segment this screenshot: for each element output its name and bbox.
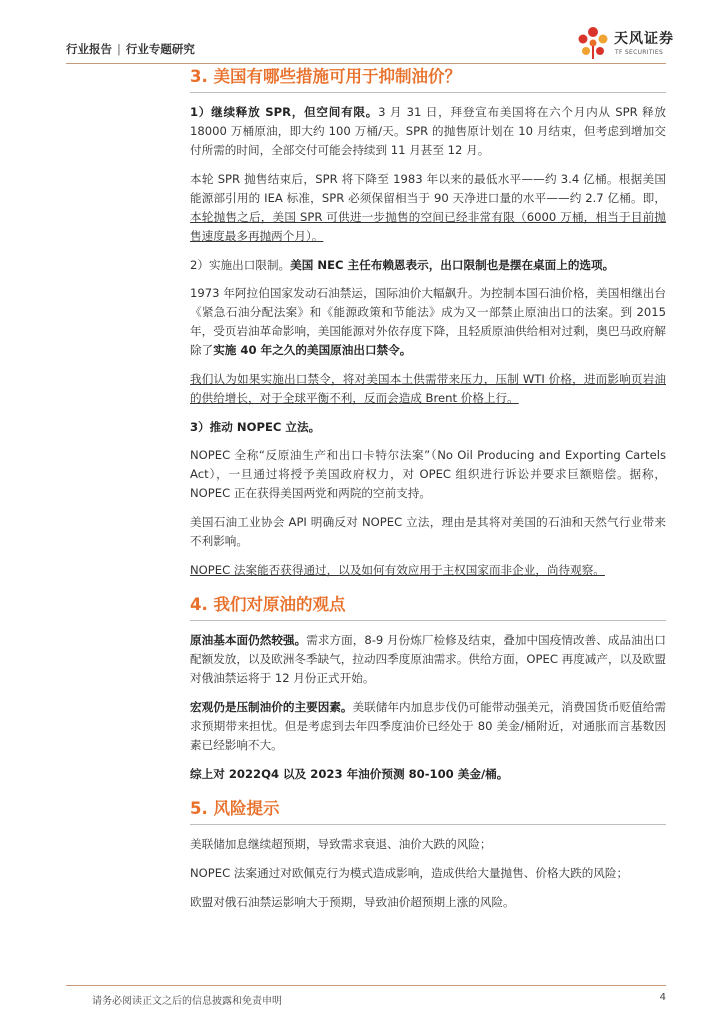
section-5-heading-block	[190, 794, 666, 825]
paragraph-export-history	[190, 284, 666, 360]
breadcrumb-separator: |	[117, 42, 121, 56]
logo-chinese-name: 天风证券	[614, 31, 674, 47]
paragraph-nopec-outlook: NOPEC 法案能否获得通过，以及如何有效应用于主权国家而非企业，尚待观察。	[190, 563, 605, 577]
main-content	[190, 62, 666, 922]
paragraph-nopec-definition: NOPEC 全称“反原油生产和出口卡特尔法案”（No Oil Producing and Exporting Cartels Act），一旦通过将授予美国政府权力，对 OPEC 组织进行诉讼并要求巨额赔偿。据称，NOPEC 正在获得美国两党和两院的空前支持。	[190, 448, 666, 500]
export-history-text: 1973 年阿拉伯国家发动石油禁运，国际油价大幅飙升。为控制本国石油价格，美国相继出台《紧急石油分配法案》和《能源政策和节能法》成为又一部禁止原油出口的法案。到 2015 年，受页岩油革命影响，美国能源对外依存度下降，且轻质原油供给相对过剩，奥巴马政府解除了	[190, 286, 666, 357]
footer-disclaimer: 请务必阅读正文之后的信息披露和免责申明	[92, 996, 282, 1007]
risk-item: 欧盟对俄石油禁运影响大于预期，导致油价超预期上涨的风险。	[190, 895, 515, 909]
company-logo	[574, 24, 674, 64]
section-3-heading-block	[190, 62, 666, 93]
export-limit-text: 美国 NEC 主任布赖恩表示，出口限制也是摆在桌面上的选项。	[290, 258, 615, 272]
breadcrumb-report-category: 行业专题研究	[125, 42, 195, 56]
page-number: 4	[659, 992, 666, 1003]
spr-limit-underlined: 本轮抛售之后，美国 SPR 可供进一步抛售的空间已经非常有限（6000 万桶，相当于目前抛售速度最多再抛两个月）。	[190, 210, 666, 243]
spr-limit-text: 本轮 SPR 抛售结束后，SPR 将下降至 1983 年以来的最低水平——约 3.4 亿桶。根据美国能源部引用的 IEA 标准，SPR 必须保留相当于 90 天净进口量的水平——约 2.7 亿桶。即，	[190, 172, 666, 205]
flower-logo-icon	[574, 24, 612, 62]
section-4-title: 4. 我们对原油的观点	[190, 595, 346, 614]
spr-text: 3 月 31 日，拜登宣布美国将在六个月内从 SPR 释放 18000 万桶原油，即大约 100 万桶/天。SPR 的抛售原计划在 10 月结束，但考虑到增加交付所需的时间，全部交付可能会持续到 11 月甚至 12 月。	[190, 105, 666, 157]
paragraph-export-limit	[190, 256, 666, 275]
paragraph-macro	[190, 698, 666, 755]
paragraph-spr-release	[190, 103, 666, 160]
paragraph-export-view: 我们认为如果实施出口禁令，将对美国本土供需带来压力，压制 WTI 价格，进而影响页岩油的供给增长，对于全球平衡不利，反而会造成 Brent 价格上行。	[190, 372, 666, 405]
paragraph-fundamentals	[190, 631, 666, 688]
export-history-bold: 实施 40 年之久的美国原油出口禁令。	[213, 343, 412, 357]
macro-text: 美联储年内加息步伐仍可能带动强美元，消费国货币贬值给需求预期带来担忧。但是考虑到去年四季度油价已经处于 80 美金/桶附近，对通胀而言基数因素已经影响不大。	[190, 700, 666, 752]
breadcrumb	[66, 41, 195, 57]
section-3-title: 3. 美国有哪些措施可用于抑制油价？	[190, 67, 461, 86]
breadcrumb-report-type: 行业报告	[66, 42, 112, 56]
paragraph-nopec-api: 美国石油工业协会 API 明确反对 NOPEC 立法，理由是其将对美国的石油和天然气行业带来不利影响。	[190, 515, 666, 548]
risk-item: 美联储加息继续超预期，导致需求衰退、油价大跌的风险；	[190, 837, 492, 851]
logo-english-name: TF SECURITIES	[615, 49, 664, 56]
spr-lead: 1）继续释放 SPR，但空间有限。	[190, 105, 379, 119]
paragraph-forecast: 综上对 2022Q4 以及 2023 年油价预测 80-100 美金/桶。	[190, 767, 509, 781]
export-limit-sub: 2）实施出口限制。	[190, 258, 291, 272]
section-4-heading-block	[190, 590, 666, 621]
fundamentals-lead: 原油基本面仍然较强。	[190, 633, 307, 647]
paragraph-spr-limit	[190, 170, 666, 246]
section-5-title: 5. 风险提示	[190, 799, 280, 818]
fundamentals-text: 需求方面，8-9 月份炼厂检修及结束，叠加中国疫情改善、成品油出口配额发放，以及欧洲冬季缺气，拉动四季度原油需求。供给方面，OPEC 再度减产，以及欧盟对俄油禁运将于 12 月份正式开始。	[190, 633, 666, 685]
macro-lead: 宏观仍是压制油价的主要因素。	[190, 700, 353, 714]
paragraph-nopec-sub: 3）推动 NOPEC 立法。	[190, 420, 321, 434]
risk-item: NOPEC 法案通过对欧佩克行为模式造成影响，造成供给大量抛售、价格大跌的风险；	[190, 866, 629, 880]
footer-divider	[66, 985, 666, 986]
